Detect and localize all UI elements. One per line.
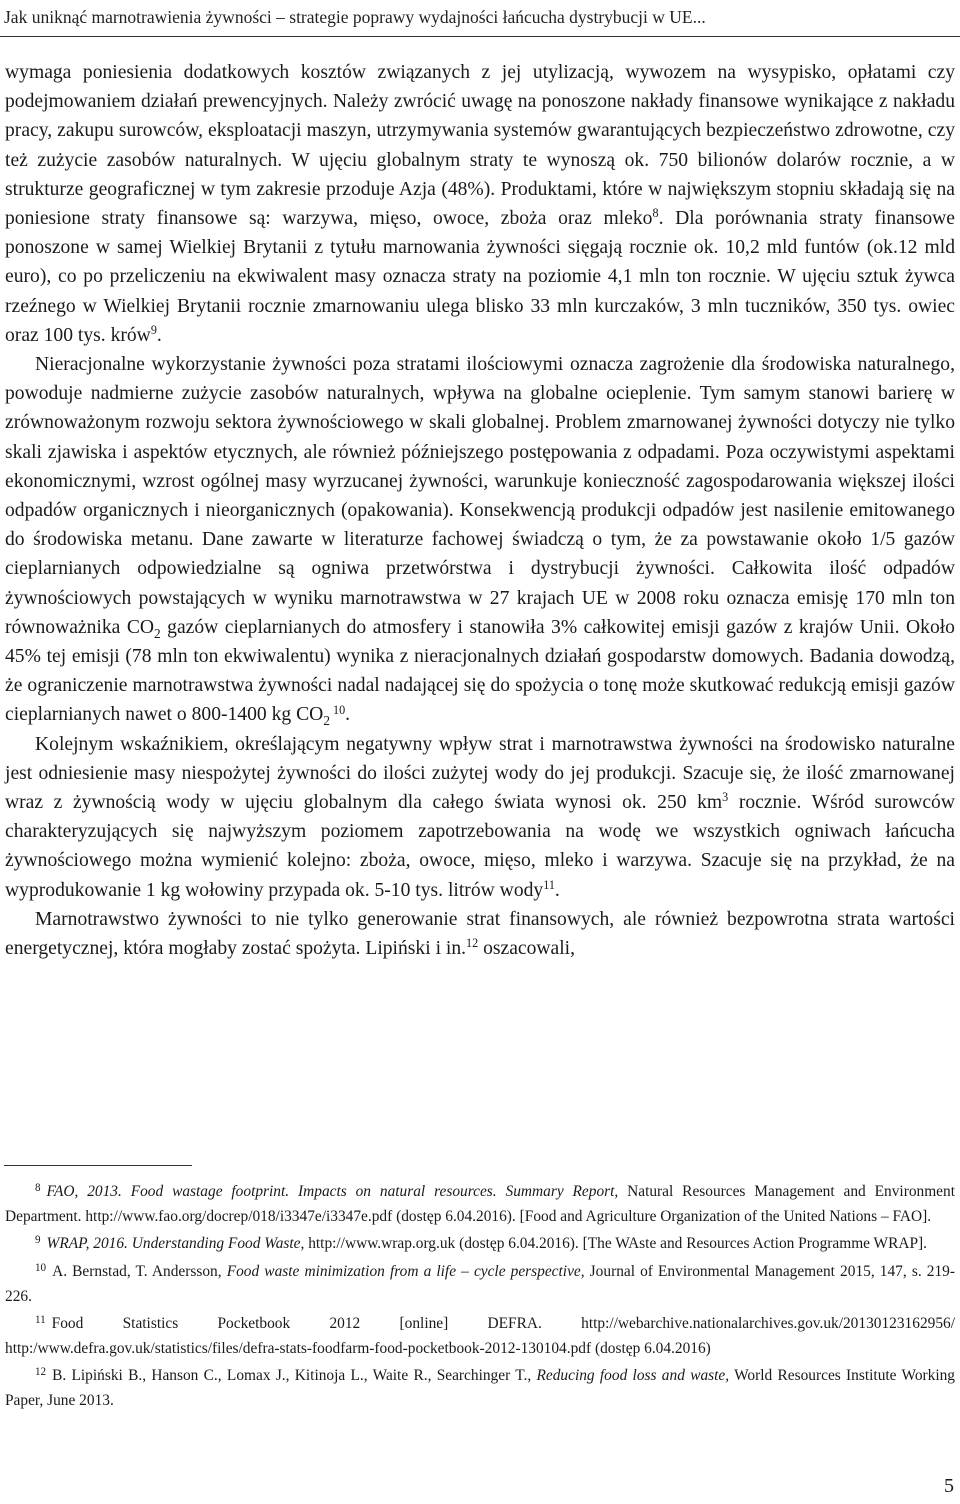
footnote-number: 11	[35, 1314, 46, 1327]
footnote-text: Journal of Environmental Management 2015, 147, s. 219-226.	[5, 1263, 955, 1305]
footnote-text: Natural Resources Management and Environment Department. http://www.fao.org/docrep/018/i3347e/i3347e.pdf (dostęp 6.04.2016). [Food and Agriculture Organization of the United Nations – FAO].	[5, 1183, 955, 1225]
page-number: 5	[944, 1475, 954, 1497]
running-header: Jak uniknąć marnotrawienia żywności – strategie poprawy wydajności łańcucha dystrybucji w UE...	[4, 7, 706, 27]
footnote-ref-12[interactable]: 12	[466, 936, 479, 951]
main-text	[5, 58, 955, 963]
footnote-text: Food Statistics Pocketbook 2012 [online] DEFRA. http://webarchive.nationalarchives.gov.uk/20130123162956/ http:/www.defra.gov.uk/statistics/files/defra-stats-foodfarm-food-pocketbook-2012-130104.pdf (dostęp 6.04.2016)	[5, 1315, 955, 1357]
footnote-ref-10[interactable]: 10	[329, 702, 346, 717]
footnote-italic: Reducing food loss and waste,	[536, 1367, 730, 1384]
co2-subscript: 2	[154, 625, 161, 641]
paragraph-2-text-a: Nieracjonalne wykorzystanie żywności poza stratami ilościowymi oznacza zagrożenie dla środowiska naturalnego, powoduje nadmierne zużycie zasobów naturalnych, wpływa na globalne ocieplenie. Tym samym stanowi barierę w zrównoważonym rozwoju sektora żywnościowego w skali globalnej. Problem zmarnowanej żywności dotyczy nie tylko skali zjawiska i aspektów etycznych, ale również późniejszego postępowania z odpadami. Poza oczywistymi aspektami ekonomicznymi, wzrost ogólnej masy wyrzucanej żywności, warunkuje konieczność zagospodarowania większej ilości odpadów organicznych i nieorganicznych (opakowania). Konsekwencją produkcji odpadów jest nasilenie emitowanego do środowiska metanu. Dane zawarte w literaturze fachowej świadczą o tym, że za powstawanie około 1/5 gazów cieplarnianych odpowiedzialne są ogniwa przetwórstwa i dystrybucji żywności. Całkowita ilość odpadów żywnościowych powstających w wyniku marnotrawstwa w 27 krajach UE w 2008 roku oznacza emisję 170 mln ton równoważnika CO	[5, 354, 955, 638]
footnote-number: 8	[35, 1182, 41, 1195]
paragraph-3-text-b: rocznie. Wśród surowców charakteryzujących się najwyższym poziomem zapotrzebowania na wodę we wszystkich ogniwach łańcucha żywnościowego można wymienić kolejno: zboża, owoce, mięso, mleko i warzywa. Szacuje się na przykład, że na wyprodukowanie 1 kg wołowiny przypada ok. 5-10 tys. litrów wody	[5, 792, 955, 901]
paragraph-2	[5, 350, 955, 730]
footnote-8	[5, 1180, 955, 1229]
footnote-ref-11[interactable]: 11	[543, 878, 555, 893]
footnote-italic: WRAP, 2016. Understanding Food Waste,	[46, 1235, 305, 1252]
paragraph-4-text-a: Marnotrawstwo żywności to nie tylko generowanie strat finansowych, ale również bezpowrotna strata wartości energetycznej, która mogłaby zostać spożyta. Lipiński i in.	[5, 908, 955, 960]
paragraph-1-text-b: . Dla porównania straty finansowe ponoszone w samej Wielkiej Brytanii z tytułu marnowania żywności sięgają rocznie ok. 10,2 mld funtów (ok.12 mld euro), co po przeliczeniu na ekwiwalent masy oznacza straty na poziomie 4,1 mln ton rocznie. W ujęciu sztuk żywca rzeźnego w Wielkiej Brytanii rocznie zmarnowaniu ulega blisko 33 mln kurczaków, 3 mln tuczników, 350 tys. owiec oraz 100 tys. krów	[5, 208, 955, 346]
footnote-italic: Food waste minimization from a life – cycle perspective,	[226, 1263, 585, 1280]
footnote-authors: B. Lipiński B., Hanson C., Lomax J., Kitinoja L., Waite R., Searchinger T.,	[52, 1367, 537, 1384]
footnote-text: World Resources Institute Working Paper, June 2013.	[5, 1367, 955, 1409]
footnote-ref-8[interactable]: 8	[652, 206, 659, 221]
header-divider	[0, 36, 960, 37]
footnote-11	[5, 1312, 955, 1361]
paragraph-3-text-a: Kolejnym wskaźnikiem, określającym negatywny wpływ strat i marnotrawstwa żywności na środowisko naturalne jest odniesienie masy niespożytej żywności do ilości zużytej wody do jej produkcji. Szacuje się, że ilość zmarnowanej wraz z żywnością wody w ujęciu globalnym dla całego świata wynosi ok. 250 km	[5, 733, 955, 814]
paragraph-3-text-c: .	[554, 879, 560, 901]
cubic-superscript: 3	[722, 790, 729, 805]
footnote-ref-9[interactable]: 9	[150, 323, 157, 338]
paragraph-3	[5, 730, 955, 905]
footnotes	[5, 1180, 955, 1416]
paragraph-1	[5, 58, 955, 350]
footnote-9	[5, 1232, 955, 1257]
paragraph-2-text-b: gazów cieplarnianych do atmosfery i stanowiła 3% całkowitej emisji gazów z krajów Unii. Około 45% tej emisji (78 mln ton ekwiwalentu) wynika z nieracjonalnych działań gospodarstw domowych. Badania dowodzą, że ograniczenie marnotrawstwa żywności nadal nadającej się do spożycia o tonę może skutkować redukcją emisji gazów cieplarnianych nawet o 800-1400 kg CO	[5, 616, 955, 726]
footnote-text: http://www.wrap.org.uk (dostęp 6.04.2016). [The WAste and Resources Action Programme WRAP].	[304, 1235, 928, 1252]
footnote-number: 9	[35, 1234, 41, 1247]
footnote-authors: A. Bernstad, T. Andersson,	[52, 1263, 227, 1280]
footnote-10	[5, 1260, 955, 1309]
footnote-italic: FAO, 2013. Food wastage footprint. Impacts on natural resources. Summary Report,	[46, 1183, 619, 1200]
footnote-number: 12	[35, 1366, 47, 1379]
footnote-divider	[4, 1165, 192, 1166]
footnote-12	[5, 1364, 955, 1413]
paragraph-4-text-b: oszacowali,	[478, 938, 576, 960]
paragraph-4	[5, 905, 955, 963]
paragraph-1-text-c: .	[156, 324, 162, 346]
co2-subscript: 2	[323, 713, 330, 729]
paragraph-1-text-a: wymaga poniesienia dodatkowych kosztów związanych z jej utylizacją, wywozem na wysypisko, opłatami czy podejmowaniem działań prewencyjnych. Należy zwrócić uwagę na ponoszone nakłady finansowe wynikające z nakładu pracy, zakupu surowców, eksploatacji maszyn, utrzymywania systemów gwarantujących bezpieczeństwo zdrowotne, czy też zużycie zasobów naturalnych. W ujęciu globalnym straty te wynoszą ok. 750 bilionów dolarów rocznie, a w strukturze geograficznej w tym zakresie przoduje Azja (48%). Produktami, które w największym stopniu składają się na poniesione straty finansowe są: warzywa, mięso, owoce, zboża oraz mleko	[5, 62, 955, 230]
footnote-number: 10	[35, 1262, 47, 1275]
paragraph-2-text-c: .	[345, 704, 351, 726]
